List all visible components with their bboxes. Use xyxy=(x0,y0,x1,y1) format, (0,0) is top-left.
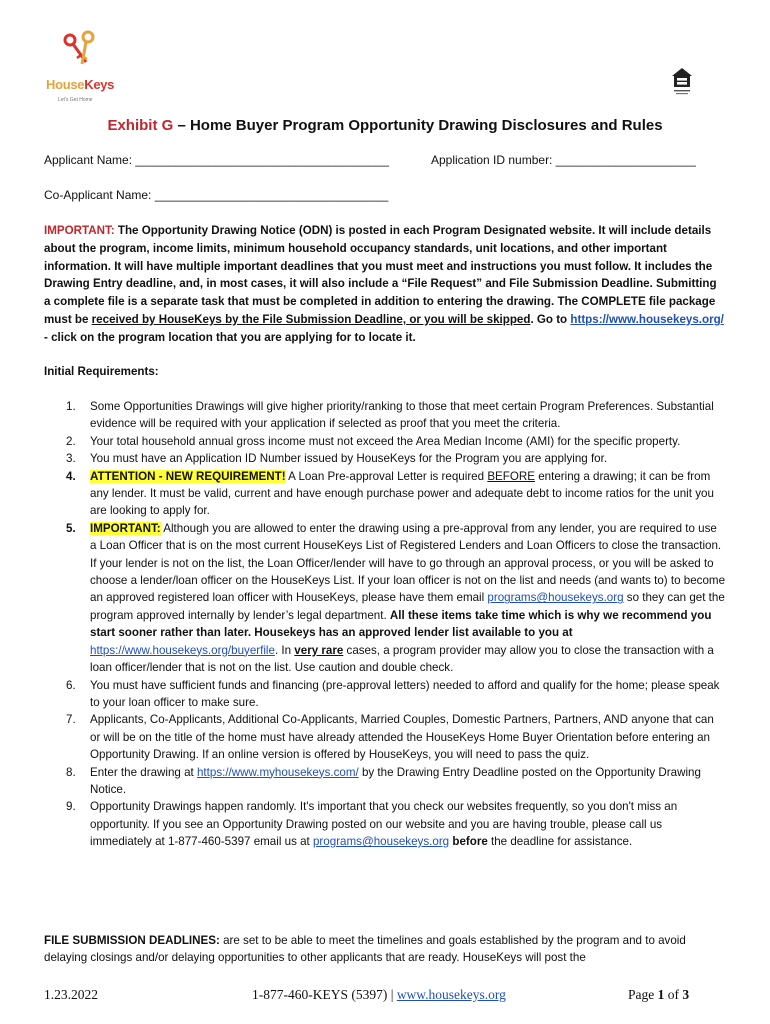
logo-wordmark: HouseKeys xyxy=(46,77,115,92)
file-submission-text: are set to be able to meet the timelines and goals established by the program and to avoid delaying closings and/or delaying opportunities to other applicants that are ready. HouseKeys will post the xyxy=(44,934,686,965)
list-item xyxy=(44,468,726,520)
important-label: IMPORTANT: xyxy=(44,224,115,237)
list-text: by the Drawing Entry Deadline posted on the Opportunity Drawing Notice. xyxy=(90,765,701,796)
applicant-name-field[interactable]: Applicant Name: ______________________________________ xyxy=(44,153,389,167)
list-number: 4. xyxy=(66,469,76,483)
list-number: 6. xyxy=(66,678,76,692)
requirements-list xyxy=(44,398,726,851)
attention-highlight: ATTENTION - NEW REQUIREMENT! xyxy=(90,469,286,483)
list-item xyxy=(44,450,726,467)
list-item xyxy=(44,520,726,677)
list-text: Although you are allowed to enter the drawing using a pre-approval from any lender, you are required to use a Loan Officer that is on the most current HouseKeys List of Registered Lenders and Loan Officers to close the transaction. If your lender is not on the list, the Loan Officer/lender will have to go through an approval process, or you will be asked to choose a lender/loan officer on the HouseKeys List. If your loan officer is not on the list and needs (and wants to) to become an approved registered loan officer with HouseKeys, please have them email xyxy=(90,521,726,605)
before-underlined: BEFORE xyxy=(487,469,535,483)
list-text: Opportunity Drawings happen randomly. It's important that you check our websites frequently, so you don't miss an opportunity. If you see an Opportunity Drawing posted on our website and you are having trouble, please call us immediately at 1-877-460-5397 email us at xyxy=(90,800,678,849)
list-item xyxy=(44,677,726,712)
list-number: 7. xyxy=(66,713,76,727)
file-submission-paragraph xyxy=(44,932,726,967)
list-number: 9. xyxy=(66,800,76,814)
bold-text: before xyxy=(449,835,488,849)
page-current: 1 xyxy=(657,987,665,1002)
list-text: Applicants, Co-Applicants, Additional Co-Applicants, Married Couples, Domestic Partners, Partners, AND anyone that can or will be on the title of the home must have already attended the HouseKeys Home Buyer Orientation before entering an Opportunity Drawing. If an online version is offered by HouseKeys, you will need to pass the quiz. xyxy=(90,713,714,762)
very-rare-text: very rare xyxy=(294,643,344,657)
list-number: 3. xyxy=(66,452,76,466)
programs-email-link[interactable]: programs@housekeys.org xyxy=(312,835,450,849)
footer-date: 1.23.2022 xyxy=(44,987,98,1002)
important-text: The Opportunity Drawing Notice (ODN) is posted in each Program Designated website. It will include details about the program, income limits, minimum household occupancy standards, unit locations, and other important information. It will have multiple important deadlines that you must meet and instructions you must follow. It includes the Drawing Entry deadline, and, in most cases, it will also include a “File Request” and File Submission Deadline. Submitting a complete file is a separate task that must be completed in addition to entering the drawing. The COMPLETE file package must be xyxy=(44,224,717,326)
list-text: Enter the drawing at xyxy=(90,765,197,779)
title-text: – Home Buyer Program Opportunity Drawing Disclosures and Rules xyxy=(173,117,663,134)
important-highlight: IMPORTANT: xyxy=(90,521,161,535)
programs-email-link[interactable]: programs@housekeys.org xyxy=(487,591,624,605)
list-text: the deadline for assistance. xyxy=(487,835,633,849)
housekeys-logo xyxy=(44,30,124,103)
housekeys-link[interactable]: https://www.housekeys.org/ xyxy=(570,312,724,326)
list-text: Your total household annual gross income must not exceed the Area Median Income (AMI) for the specific property. xyxy=(90,434,681,448)
list-text: so they can get the program approved internally by lender’s legal department. xyxy=(90,591,725,622)
list-number: 2. xyxy=(66,434,76,448)
list-item xyxy=(44,398,726,433)
initial-requirements-heading: Initial Requirements: xyxy=(44,365,159,378)
list-text: entering a drawing; it can be from any lender. It must be valid, current and have enough purchase power and adequate debt to income ratios for the unit you are looking to apply for. xyxy=(90,469,714,518)
list-item xyxy=(44,711,726,763)
keys-icon xyxy=(60,30,106,76)
buyerfile-link[interactable]: https://www.housekeys.org/buyerfile xyxy=(90,643,275,657)
list-number: 1. xyxy=(66,400,76,413)
list-number: 8. xyxy=(66,765,76,779)
equal-housing-icon xyxy=(671,67,693,95)
list-item xyxy=(44,433,726,450)
page-number xyxy=(628,986,689,1003)
list-text: . In xyxy=(274,643,295,657)
page-of: of xyxy=(664,987,683,1002)
footer-website-link[interactable]: www.housekeys.org xyxy=(396,987,506,1002)
co-applicant-name-field[interactable]: Co-Applicant Name: ___________________________________ xyxy=(44,188,389,202)
list-text: Some Opportunities Drawings will give higher priority/ranking to those that meet certain Program Preferences. Substantial evidence will be required with your application if selected as proof that you meet the criteria. xyxy=(90,400,714,431)
exhibit-label: Exhibit G xyxy=(107,117,174,134)
list-number: 5. xyxy=(66,521,76,535)
footer-contact xyxy=(252,986,506,1003)
list-text: A Loan Pre-approval Letter is required xyxy=(285,469,488,483)
footer-phone: 1-877-460-KEYS (5397) | xyxy=(252,987,397,1002)
logo-tagline: Let's Get Home xyxy=(58,97,93,103)
page-prefix: Page xyxy=(628,987,658,1002)
application-id-field[interactable]: Application ID number: _____________________ xyxy=(431,153,696,167)
file-submission-label: FILE SUBMISSION DEADLINES: xyxy=(44,934,220,947)
list-item xyxy=(44,764,726,799)
important-text-3: - click on the program location that you are applying for to locate it. xyxy=(44,330,416,344)
important-text-2: . Go to xyxy=(530,312,571,326)
list-text: You must have an Application ID Number issued by HouseKeys for the Program you are applying for. xyxy=(90,452,608,466)
page-total: 3 xyxy=(682,987,690,1002)
list-text: cases, a program provider may allow you to close the transaction with a loan officer/lender that is not on the list. Use caution and double check. xyxy=(90,643,714,675)
myhousekeys-link[interactable]: https://www.myhousekeys.com/ xyxy=(196,765,359,779)
important-notice xyxy=(44,222,726,347)
list-text: You must have sufficient funds and financing (pre-approval letters) needed to afford and qualify for the home; please speak to your loan officer to make sure. xyxy=(90,678,720,709)
list-item xyxy=(44,798,726,850)
page-title xyxy=(0,117,770,134)
important-underlined: received by HouseKeys by the File Submission Deadline, or you will be skipped xyxy=(91,312,531,326)
bold-text: All these items take time which is why we recommend you start sooner rather than later. Housekeys has an approved lender list available to you at xyxy=(90,608,712,640)
